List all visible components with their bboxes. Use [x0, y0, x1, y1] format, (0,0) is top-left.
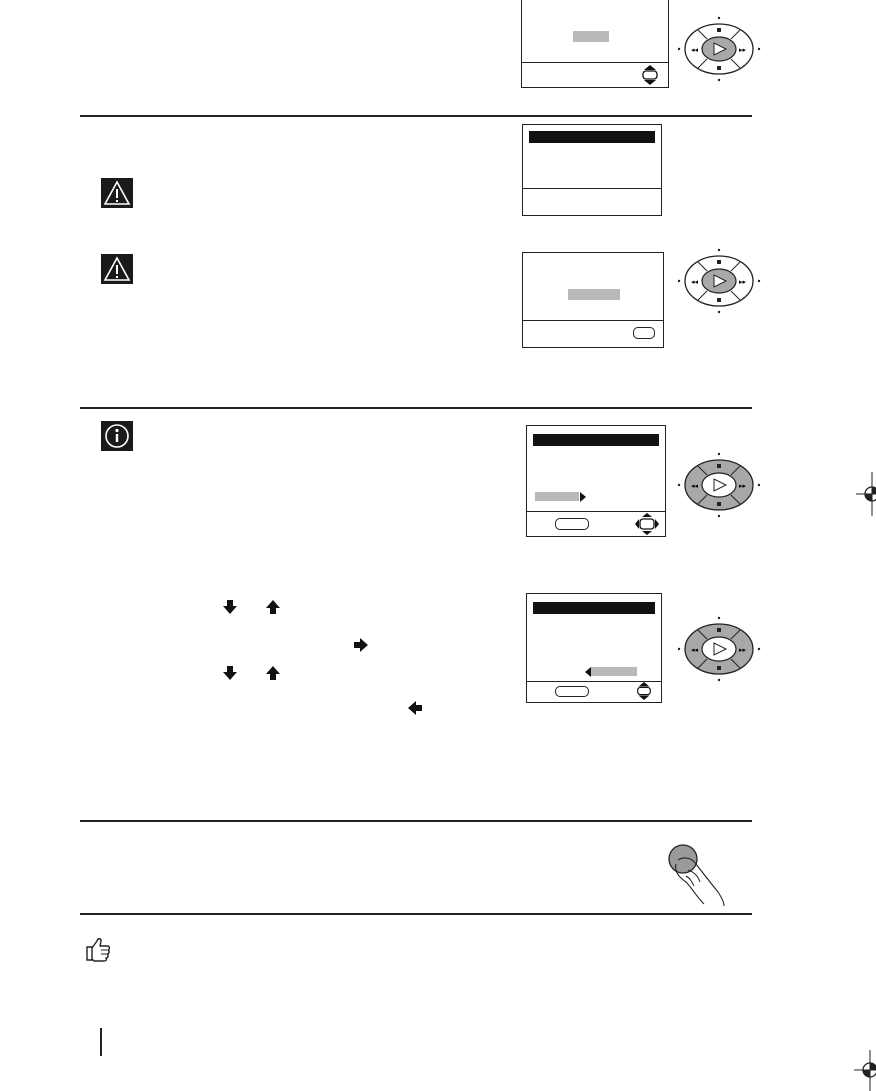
svg-text:◂◂: ◂◂	[691, 278, 699, 286]
menu-highlight	[568, 289, 620, 300]
thumbs-up-icon	[84, 935, 112, 963]
arrow-down-icon	[223, 666, 237, 680]
menu-title-bar	[529, 131, 655, 143]
svg-text:▸▸: ▸▸	[739, 278, 747, 286]
arrow-right-icon	[354, 638, 368, 652]
up-down-select-icon	[640, 65, 660, 85]
four-way-select-icon	[635, 513, 659, 535]
screen-footer	[523, 188, 661, 215]
info-icon	[101, 421, 133, 451]
menu-highlight	[591, 667, 637, 676]
arrow-right-icon	[580, 492, 586, 502]
svg-text:▸▸: ▸▸	[739, 46, 747, 54]
arrow-up-icon	[266, 666, 280, 680]
section-divider	[80, 913, 752, 915]
menu-title-bar	[533, 434, 659, 446]
ok-button-icon	[633, 327, 655, 339]
arrow-up-icon	[266, 600, 280, 614]
tv-screen-5	[526, 593, 662, 703]
remote-dial-icon	[674, 246, 764, 316]
arrow-down-icon	[223, 600, 237, 614]
svg-text:▸▸: ▸▸	[739, 482, 747, 490]
tv-screen-3	[522, 252, 664, 348]
warning-triangle-icon	[101, 254, 133, 284]
remote-dial-icon	[674, 14, 764, 84]
ok-button-icon	[555, 518, 589, 530]
up-down-select-icon	[635, 682, 653, 700]
warning-triangle-icon	[101, 178, 133, 208]
remote-dial-icon	[674, 450, 764, 520]
svg-text:◂◂: ◂◂	[691, 646, 699, 654]
section-divider	[80, 820, 752, 822]
page-margin-mark	[100, 1028, 102, 1056]
section-divider	[80, 407, 752, 409]
registration-mark-icon	[854, 1050, 876, 1091]
screen-footer	[527, 681, 661, 702]
menu-highlight	[573, 31, 609, 42]
tv-screen-1	[521, 0, 669, 88]
tv-screen-4	[526, 425, 666, 537]
screen-footer	[522, 62, 668, 87]
registration-mark-icon	[856, 472, 876, 516]
remote-dial-icon	[674, 614, 764, 684]
menu-title-bar	[533, 602, 655, 614]
svg-text:◂◂: ◂◂	[691, 46, 699, 54]
hand-pressing-button-icon	[666, 842, 728, 908]
section-divider	[80, 115, 752, 117]
tv-screen-2	[522, 124, 662, 216]
screen-footer	[527, 511, 665, 536]
svg-text:◂◂: ◂◂	[691, 482, 699, 490]
screen-footer	[523, 320, 663, 347]
menu-highlight	[535, 492, 579, 501]
svg-text:▸▸: ▸▸	[739, 646, 747, 654]
ok-button-icon	[555, 686, 589, 697]
arrow-left-icon	[408, 701, 422, 715]
